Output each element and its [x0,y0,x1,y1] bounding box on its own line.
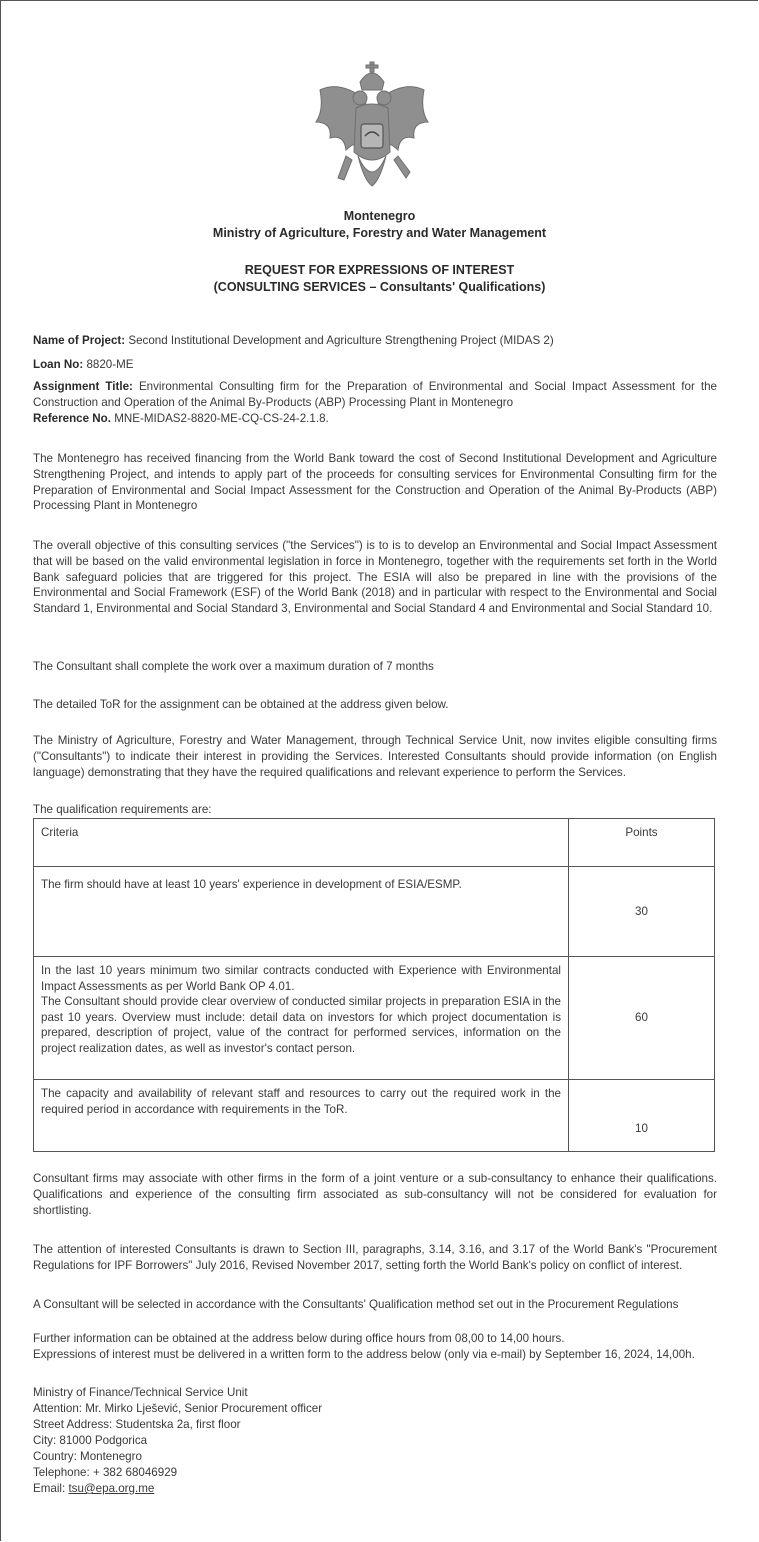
criteria-text: In the last 10 years minimum two similar contracts conducted with Experience with Environmental Impact Assessments as per World Bank OP 4.01. [41,964,561,993]
paragraph-qualification-intro: The qualification requirements are: [33,803,212,816]
paragraph-tor: The detailed ToR for the assignment can be obtained at the address given below. [33,698,449,711]
paragraph-further-info [33,1331,717,1363]
page-title: REQUEST FOR EXPRESSIONS OF INTEREST [244,263,515,277]
criteria-cell [34,957,569,1080]
criteria-text-detail: The Consultant should provide clear overview of conducted similar projects in preparation ESIA in the past 10 years. Overview must include: detail data on investors for which project documentation is prepared, description of project, value of the contract for performed services, information on the project realization dates, as well as investor's contact person. [41,995,561,1055]
country-name: Montenegro [343,209,416,223]
loan-number [33,357,717,373]
criteria-cell: The firm should have at least 10 years' experience in development of ESIA/ESMP. [34,867,569,957]
header-criteria: Criteria [34,819,569,867]
address-line: Street Address: Studentska 2a, first floor [33,1418,241,1431]
points-cell: 60 [569,957,715,1080]
project-name [33,333,717,349]
criteria-cell: The capacity and availability of relevant staff and resources to carry out the required work in the required period in accordance with requirements in the ToR. [34,1080,569,1152]
contact-address [33,1385,322,1497]
address-line: Ministry of Finance/Technical Service Unit [33,1386,248,1399]
table-header-row [34,819,715,867]
address-line: City: 81000 Podgorica [33,1434,148,1447]
email-link[interactable]: tsu@epa.org.me [68,1482,155,1495]
table-row [34,957,715,1080]
title-block [0,262,759,296]
loan-value: 8820-ME [86,358,134,371]
header-block [0,208,759,242]
reference-number [33,411,717,427]
table-row [34,1080,715,1152]
points-cell: 10 [569,1080,715,1152]
address-line: Country: Montenegro [33,1450,142,1463]
montenegro-coat-of-arms-icon [310,60,434,202]
assignment-label: Assignment Title: [33,380,133,393]
paragraph-financing: The Montenegro has received financing from the World Bank toward the cost of Second Institutional Development and Agriculture Strengthening Project, and intends to apply part of the proceeds for consulting services for Environmental Consulting firm for the Preparation of Environmental and Social Impact Assessment for the Construction and Operation of the Animal By-Products (ABP) Processing Plant in Montenegro [33,452,717,513]
office-hours-text: Further information can be obtained at the address below during office hours from 08,00 to 14,00 hours. [33,1332,565,1345]
deadline-text: Expressions of interest must be delivered in a written form to the address below (only via e-mail) by September 16, 2024, 14,00h. [33,1347,695,1361]
reference-label: Reference No. [33,412,111,425]
address-line: Attention: Mr. Mirko Lješević, Senior Procurement officer [33,1402,323,1415]
address-line: Telephone: + 382 68046929 [33,1466,178,1479]
paragraph-invitation: The Ministry of Agriculture, Forestry and Water Management, through Technical Service Unit, now invites eligible consulting firms ("Consultants") to indicate their interest in providing the Services. Interested Consultants should provide information (on English language) demonstrating that they have the required qualifications and relevant experience to perform the Services. [33,734,717,779]
qualification-table [33,818,715,1152]
assignment-title [33,379,717,411]
paragraph-duration: The Consultant shall complete the work over a maximum duration of 7 months [33,660,434,673]
page-subtitle: (CONSULTING SERVICES – Consultants' Qualifications) [213,280,546,294]
paragraph-objective: The overall objective of this consulting services ("the Services") is to is to develop an Environmental and Social Impact Assessment that will be based on the valid environmental legislation in force in Montenegro, together with the requirements set forth in the World Bank safeguard policies that are triggered for this project. The ESIA will also be prepared in line with the provisions of the Environmental and Social Framework (ESF) of the World Bank (2018) and in particular with respect to the Environmental and Social Standard 1, Environmental and Social Standard 3, Environmental and Social Standard 4 and Environmental and Social Standard 10. [33,539,717,616]
paragraph-selection-method: A Consultant will be selected in accordance with the Consultants' Qualification method set out in the Procurement Regulations [33,1298,679,1311]
points-cell: 30 [569,867,715,957]
paragraph-joint-venture: Consultant firms may associate with other firms in the form of a joint venture or a sub-consultancy to enhance their qualifications. Qualifications and experience of the consulting firm associated as sub-consultancy will not be considered for evaluation for shortlisting. [33,1172,717,1217]
table-row [34,867,715,957]
project-name-value: Second Institutional Development and Agriculture Strengthening Project (MIDAS 2) [128,334,554,347]
assignment-value: Environmental Consulting firm for the Preparation of Environmental and Social Impact Assessment for the Construction and Operation of the Animal By-Products (ABP) Processing Plant in Montenegro [33,380,717,409]
header-points: Points [569,819,715,867]
paragraph-conflict-of-interest: The attention of interested Consultants is drawn to Section III, paragraphs, 3.14, 3.16, and 3.17 of the World Bank's "Procurement Regulations for IPF Borrowers" July 2016, Revised November 2017, setting forth the World Bank's policy on conflict of interest. [33,1243,717,1272]
reference-value: MNE-MIDAS2-8820-ME-CQ-CS-24-2.1.8. [114,412,329,425]
ministry-name: Ministry of Agriculture, Forestry and Water Management [212,226,547,240]
loan-label: Loan No: [33,358,84,371]
email-label: Email: [33,1482,69,1495]
project-name-label: Name of Project: [33,334,126,347]
email-line [33,1481,322,1497]
